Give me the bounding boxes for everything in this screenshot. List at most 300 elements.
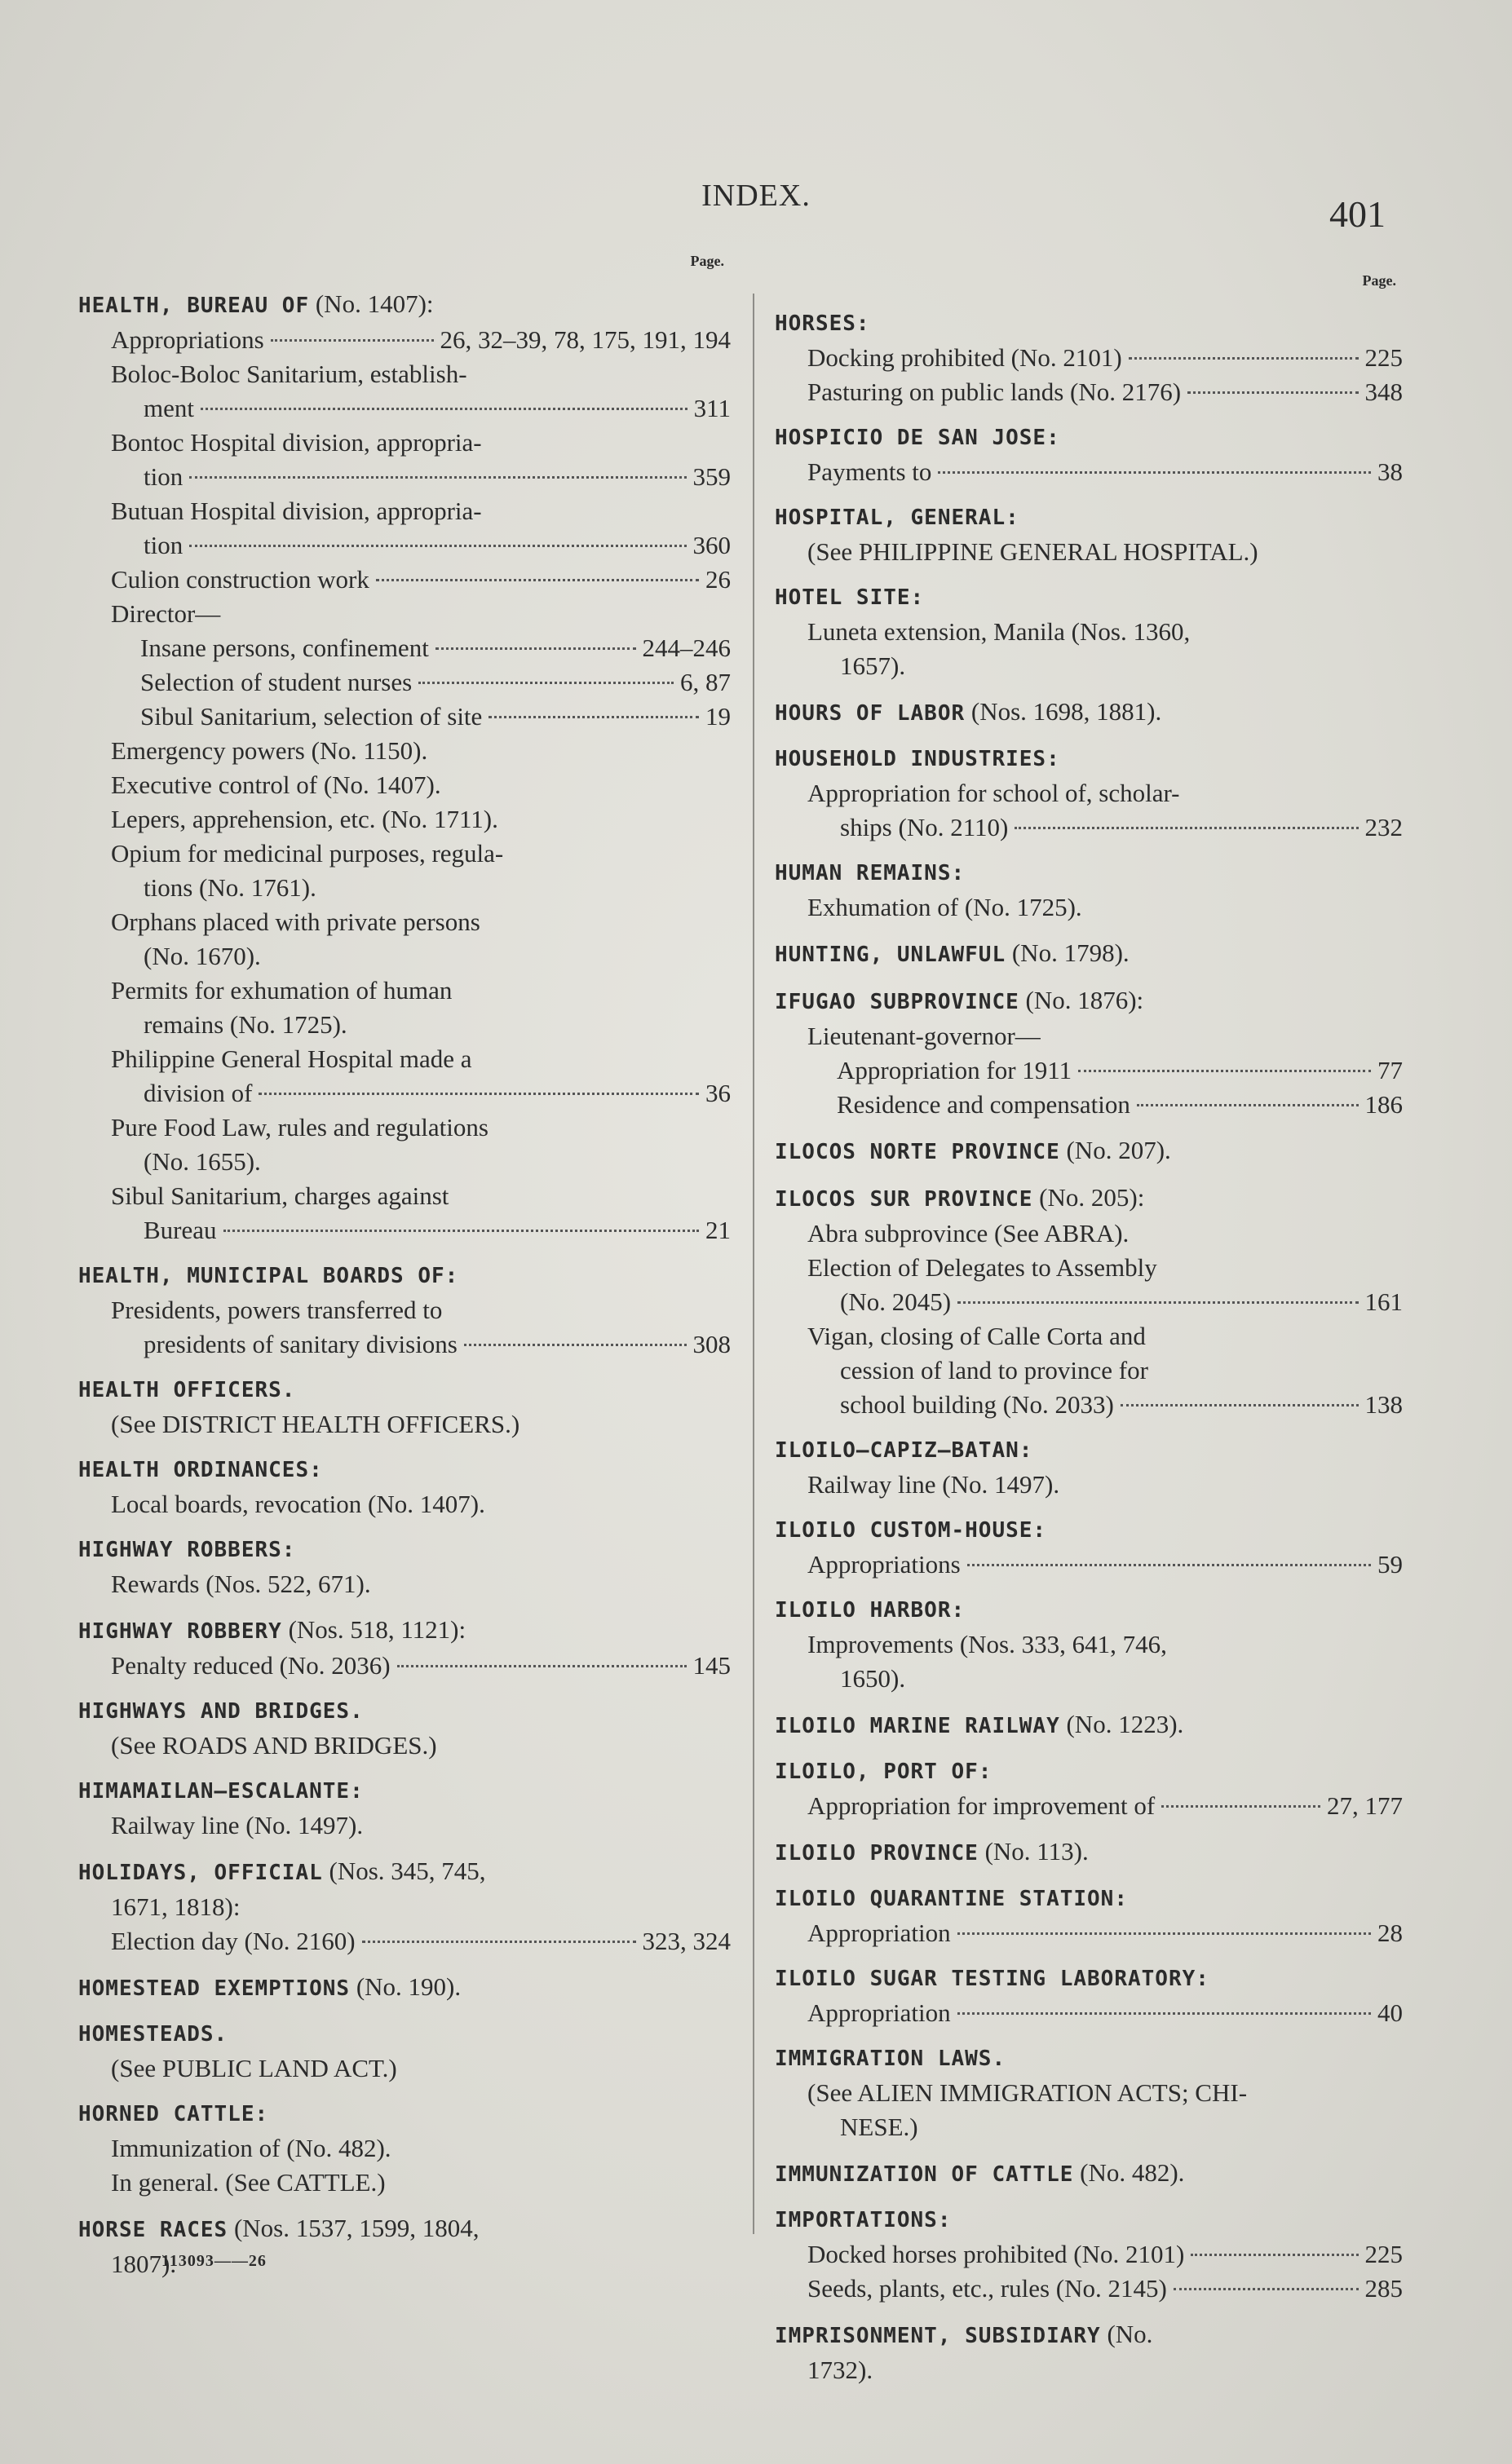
subline-text: Presidents, powers transferred to	[111, 1296, 443, 1324]
page-reference: 19	[705, 702, 731, 731]
entry-subline	[78, 665, 731, 700]
subline-text: 1732).	[807, 2356, 873, 2384]
entry-heading	[78, 1694, 731, 1729]
index-entry	[78, 2017, 731, 2086]
index-entry	[775, 936, 1403, 972]
entry-heading-text: HIMAMAILAN–ESCALANTE:	[78, 1779, 364, 1804]
entry-subline	[78, 391, 731, 426]
page-reference: 138	[1364, 1390, 1403, 1419]
entry-heading-text: IFUGAO SUBPROVINCE	[775, 990, 1019, 1014]
index-entry	[78, 1373, 731, 1442]
index-entry	[775, 2317, 1403, 2387]
leader-dots	[259, 1093, 699, 1095]
entry-heading-text: IMPORTATIONS:	[775, 2208, 952, 2232]
entry-heading-text: ILOILO SUGAR TESTING LABORATORY:	[775, 1967, 1209, 1991]
entry-subline	[78, 1213, 731, 1247]
entry-heading	[775, 1181, 1403, 1217]
entry-heading	[78, 1970, 731, 2006]
page-reference: 323, 324	[642, 1927, 731, 1955]
entry-subline	[78, 1487, 731, 1521]
subline-text: tion	[144, 531, 183, 559]
subline-text: cession of land to province for	[840, 1356, 1148, 1384]
subline-text: 1650).	[840, 1664, 906, 1693]
leader-dots	[957, 1932, 1371, 1935]
entry-heading	[775, 501, 1403, 535]
entry-heading-text: HOMESTEAD EXEMPTIONS	[78, 1976, 351, 2001]
index-entry	[775, 1882, 1403, 1950]
subline-text: Improvements (Nos. 333, 641, 746,	[807, 1630, 1167, 1658]
leader-dots	[1137, 1104, 1359, 1106]
subline-text: Payments to	[807, 457, 932, 486]
subline-text: division of	[144, 1079, 253, 1107]
entry-subline	[78, 494, 731, 528]
subline-text: (See ROADS AND BRIDGES.)	[111, 1731, 437, 1760]
subline-text: Vigan, closing of Calle Corta and	[807, 1322, 1146, 1350]
entry-subline	[78, 528, 731, 563]
page-reference: 6, 87	[680, 668, 731, 696]
entry-subline	[78, 1808, 731, 1843]
subline-text: Emergency powers (No. 1150).	[111, 736, 428, 765]
entry-heading-text: ILOCOS NORTE PROVINCE	[775, 1140, 1060, 1164]
entry-subline	[78, 802, 731, 837]
entry-subline	[78, 1008, 731, 1042]
subline-text: Culion construction work	[111, 565, 369, 594]
subline-text: Election of Delegates to Assembly	[807, 1253, 1157, 1282]
entry-subline	[775, 1319, 1403, 1353]
index-entry	[775, 501, 1403, 569]
entry-heading-text: ILOILO QUARANTINE STATION:	[775, 1887, 1128, 1911]
index-entry	[775, 2203, 1403, 2306]
entry-heading-text: ILOCOS SUR PROVINCE	[775, 1187, 1033, 1212]
index-entry	[775, 1755, 1403, 1823]
index-entry	[78, 1533, 731, 1601]
entry-subline	[78, 939, 731, 974]
index-entry	[775, 2042, 1403, 2144]
subline-text: Director—	[111, 599, 221, 628]
entry-heading-text: HIGHWAYS AND BRIDGES.	[78, 1699, 364, 1724]
subline-text: Butuan Hospital division, appropria-	[111, 497, 482, 525]
entry-heading-reference: (Nos. 1537, 1599, 1804,	[228, 2214, 480, 2242]
entry-subline	[775, 1627, 1403, 1662]
subline-text: Docking prohibited (No. 2101)	[807, 343, 1122, 372]
entry-heading-text: ILOILO–CAPIZ–BATAN:	[775, 1438, 1033, 1463]
entry-heading-text: HOMESTEADS.	[78, 2022, 228, 2047]
subline-text: Boloc-Boloc Sanitarium, establish-	[111, 360, 467, 388]
entry-heading	[78, 2017, 731, 2051]
subline-text: Exhumation of (No. 1725).	[807, 893, 1082, 921]
entry-heading-text: HEALTH, MUNICIPAL BOARDS OF:	[78, 1264, 459, 1288]
leader-dots	[418, 682, 674, 684]
subline-text: ment	[144, 394, 194, 422]
subline-text: (See PHILIPPINE GENERAL HOSPITAL.)	[807, 537, 1258, 566]
leader-dots	[397, 1665, 687, 1667]
leader-dots	[1174, 2288, 1359, 2290]
page-reference: 27, 177	[1327, 1791, 1403, 1820]
page-column-label: Page.	[690, 253, 724, 269]
entry-heading-reference: (No. 113).	[978, 1837, 1089, 1866]
subline-text: 1807).	[111, 2250, 177, 2278]
leader-dots	[957, 1301, 1358, 1304]
entry-subline	[78, 734, 731, 768]
entry-heading-text: HUMAN REMAINS:	[775, 861, 966, 885]
entry-heading	[775, 936, 1403, 972]
entry-heading	[775, 1835, 1403, 1870]
subline-text: Executive control of (No. 1407).	[111, 771, 441, 799]
subline-text: Insane persons, confinement	[140, 634, 429, 662]
subline-text: Appropriations	[807, 1550, 961, 1579]
entry-heading	[78, 1774, 731, 1808]
entry-subline	[78, 357, 731, 391]
index-entry	[775, 1133, 1403, 1169]
entry-heading	[78, 1533, 731, 1567]
entry-heading	[775, 2156, 1403, 2192]
entry-subline	[775, 1251, 1403, 1285]
entry-heading-text: HOLIDAYS, OFFICIAL	[78, 1861, 323, 1885]
subline-text: In general. (See CATTLE.)	[111, 2168, 386, 2197]
leader-dots	[464, 1344, 687, 1346]
entry-heading-reference: (Nos. 518, 1121):	[281, 1615, 466, 1644]
entry-heading	[775, 421, 1403, 455]
entry-subline	[78, 2131, 731, 2166]
entry-heading	[78, 1259, 731, 1293]
subline-text: school building (No. 2033)	[840, 1390, 1114, 1419]
page-reference: 186	[1364, 1090, 1403, 1119]
entry-subline	[775, 1088, 1403, 1122]
entry-subline	[78, 597, 731, 631]
page-reference: 26	[705, 565, 731, 594]
entry-heading	[775, 1513, 1403, 1548]
subline-text: Docked horses prohibited (No. 2101)	[807, 2240, 1185, 2268]
index-entry	[78, 1259, 731, 1362]
page-reference: 36	[705, 1079, 731, 1107]
entry-subline	[775, 2353, 1403, 2387]
page-reference: 232	[1364, 813, 1403, 841]
entry-subline	[78, 1179, 731, 1213]
page-reference: 21	[705, 1216, 731, 1244]
entry-subline	[775, 1662, 1403, 1696]
page-reference: 38	[1377, 457, 1403, 486]
entry-heading-text: HORSES:	[775, 311, 870, 336]
entry-heading-text: HORSE RACES	[78, 2218, 228, 2242]
subline-text: (No. 1655).	[144, 1147, 261, 1176]
index-entry	[775, 856, 1403, 925]
entry-heading	[775, 1962, 1403, 1996]
leader-dots	[362, 1941, 636, 1943]
leader-dots	[271, 339, 434, 342]
leader-dots	[223, 1230, 699, 1232]
entry-heading	[775, 2317, 1403, 2353]
page-reference: 311	[693, 394, 731, 422]
subline-text: Luneta extension, Manila (Nos. 1360,	[807, 617, 1191, 646]
entry-heading-text: HORNED CATTLE:	[78, 2102, 269, 2126]
index-entry	[775, 421, 1403, 489]
entry-heading	[775, 581, 1403, 615]
entry-subline	[775, 615, 1403, 649]
entry-subline	[78, 631, 731, 665]
entry-subline	[78, 837, 731, 871]
entry-subline	[775, 535, 1403, 569]
subline-text: Local boards, revocation (No. 1407).	[111, 1490, 485, 1518]
entry-subline	[775, 2076, 1403, 2110]
entry-subline	[775, 1019, 1403, 1053]
subline-text: Abra subprovince (See ABRA).	[807, 1219, 1130, 1247]
entry-subline	[775, 455, 1403, 489]
entry-subline	[78, 1890, 731, 1924]
entry-heading	[78, 1373, 731, 1407]
index-entry	[775, 695, 1403, 731]
index-entry	[775, 1962, 1403, 2030]
entry-heading	[775, 742, 1403, 776]
entry-subline	[775, 1548, 1403, 1582]
index-entry	[775, 1513, 1403, 1582]
index-entry	[775, 307, 1403, 409]
subline-text: 1657).	[840, 651, 906, 680]
right-column	[775, 253, 1403, 2387]
entry-subline	[78, 1111, 731, 1145]
subline-text: 1671, 1818):	[111, 1892, 241, 1921]
page-reference: 28	[1377, 1919, 1403, 1947]
entry-subline	[775, 649, 1403, 683]
entry-heading	[775, 307, 1403, 341]
leader-dots	[938, 471, 1371, 474]
leader-dots	[1191, 2254, 1358, 2256]
leader-dots	[1078, 1070, 1371, 1072]
subline-text: Appropriation for improvement of	[807, 1791, 1156, 1820]
entry-subline	[775, 1388, 1403, 1422]
page-reference: 145	[692, 1651, 731, 1680]
entry-heading-text: IMMIGRATION LAWS.	[775, 2047, 1006, 2071]
entry-subline	[78, 2166, 731, 2200]
subline-text: Bontoc Hospital division, appropria-	[111, 428, 482, 457]
entry-heading-reference: (No. 1876):	[1019, 986, 1144, 1014]
entry-subline	[78, 1293, 731, 1327]
entry-heading-reference: (No. 1223).	[1059, 1710, 1184, 1738]
index-entry	[78, 1854, 731, 1958]
entry-heading	[78, 1854, 731, 1890]
subline-text: (No. 2045)	[840, 1287, 952, 1316]
subline-text: Pure Food Law, rules and regulations	[111, 1113, 489, 1141]
entry-heading	[775, 856, 1403, 890]
entry-heading	[78, 1613, 731, 1649]
entry-heading	[775, 983, 1403, 1019]
subline-text: remains (No. 1725).	[144, 1010, 347, 1039]
subline-text: Permits for exhumation of human	[111, 976, 453, 1005]
entry-subline	[775, 890, 1403, 925]
entry-subline	[775, 1353, 1403, 1388]
subline-text: Selection of student nurses	[140, 668, 413, 696]
entry-heading-text: HOSPICIO DE SAN JOSE:	[775, 426, 1060, 450]
entry-subline	[78, 1076, 731, 1111]
entry-heading-reference: (No. 190).	[350, 1972, 462, 2001]
subline-text: Railway line (No. 1497).	[111, 1811, 364, 1839]
entry-heading-text: ILOILO PROVINCE	[775, 1841, 979, 1866]
index-entry	[775, 1835, 1403, 1870]
entry-heading	[78, 2211, 731, 2247]
subline-text: Opium for medicinal purposes, regula-	[111, 839, 504, 868]
entry-subline	[775, 776, 1403, 810]
subline-text: presidents of sanitary divisions	[144, 1330, 458, 1358]
page-reference: 244–246	[642, 634, 731, 662]
index-entry	[78, 1453, 731, 1521]
entry-heading	[775, 1707, 1403, 1743]
page-reference: 360	[692, 531, 731, 559]
subline-text: Appropriation	[807, 1998, 951, 2027]
entry-heading-text: HEALTH ORDINANCES:	[78, 1458, 323, 1482]
entry-heading-reference: (No. 482).	[1073, 2158, 1185, 2187]
left-column	[78, 253, 731, 2281]
subline-text: Sibul Sanitarium, selection of site	[140, 702, 483, 731]
entry-heading-text: ILOILO HARBOR:	[775, 1598, 966, 1623]
entry-subline	[775, 810, 1403, 845]
entry-heading-text: ILOILO CUSTOM-HOUSE:	[775, 1518, 1047, 1543]
page-reference: 77	[1377, 1056, 1403, 1084]
entry-subline	[78, 460, 731, 494]
subline-text: (See PUBLIC LAND ACT.)	[111, 2054, 397, 2082]
leader-dots	[201, 408, 687, 410]
entry-heading-text: IMMUNIZATION OF CATTLE	[775, 2162, 1074, 2187]
subline-text: Appropriation	[807, 1919, 951, 1947]
entry-subline	[775, 375, 1403, 409]
entry-subline	[775, 1916, 1403, 1950]
subline-text: Election day (No. 2160)	[111, 1927, 356, 1955]
entry-heading	[78, 2097, 731, 2131]
entry-subline	[775, 1285, 1403, 1319]
entry-heading-text: HUNTING, UNLAWFUL	[775, 943, 1006, 967]
page-column-label: Page.	[1362, 272, 1396, 289]
entry-heading-reference: (No. 205):	[1032, 1183, 1145, 1212]
subline-text: Penalty reduced (No. 2036)	[111, 1651, 391, 1680]
entry-heading-text: HEALTH OFFICERS.	[78, 1378, 296, 1402]
subline-text: Bureau	[144, 1216, 217, 1244]
subline-text: Pasturing on public lands (No. 2176)	[807, 378, 1182, 406]
page-reference: 161	[1364, 1287, 1403, 1316]
entry-subline	[78, 1729, 731, 1763]
leader-dots	[1015, 827, 1358, 829]
entry-heading	[78, 1453, 731, 1487]
entry-heading	[775, 1433, 1403, 1468]
entry-heading-text: HOSPITAL, GENERAL:	[775, 506, 1019, 530]
entry-subline	[78, 563, 731, 597]
entry-heading	[775, 1755, 1403, 1789]
index-entry	[775, 742, 1403, 845]
subline-text: Residence and compensation	[837, 1090, 1130, 1119]
subline-text: Seeds, plants, etc., rules (No. 2145)	[807, 2274, 1167, 2303]
page-reference: 225	[1364, 2240, 1403, 2268]
entry-heading-reference: (Nos. 1698, 1881).	[965, 697, 1162, 726]
entry-heading-text: HEALTH, BUREAU OF	[78, 294, 310, 318]
entry-subline	[78, 905, 731, 939]
leader-dots	[189, 476, 686, 479]
subline-text: NESE.)	[840, 2113, 918, 2141]
index-entry	[78, 2211, 731, 2281]
entry-heading	[775, 695, 1403, 731]
entry-subline	[78, 1327, 731, 1362]
index-entry	[78, 1774, 731, 1843]
entry-heading	[775, 1882, 1403, 1916]
subline-text: tion	[144, 462, 183, 491]
index-entry	[775, 1181, 1403, 1422]
page-reference: 359	[692, 462, 731, 491]
leader-dots	[1129, 357, 1359, 360]
leader-dots	[1121, 1404, 1359, 1406]
entry-subline	[78, 974, 731, 1008]
entry-heading-reference: (No. 207).	[1059, 1136, 1171, 1164]
index-entry	[775, 2156, 1403, 2192]
subline-text: Appropriations	[111, 325, 264, 354]
entry-subline	[78, 871, 731, 905]
entry-subline	[78, 700, 731, 734]
column-divider	[753, 294, 754, 2234]
page-reference: 40	[1377, 1998, 1403, 2027]
entry-heading	[775, 2042, 1403, 2076]
index-entry	[775, 1593, 1403, 1696]
leader-dots	[435, 647, 636, 650]
entry-subline	[775, 341, 1403, 375]
page-reference: 26, 32–39, 78, 175, 191, 194	[440, 325, 731, 354]
subline-text: Philippine General Hospital made a	[111, 1044, 472, 1073]
entry-subline	[775, 1468, 1403, 1502]
page-reference: 348	[1364, 378, 1403, 406]
entry-heading	[775, 2203, 1403, 2237]
subline-text: Lieutenant-governor—	[807, 1022, 1041, 1050]
subline-text: Sibul Sanitarium, charges against	[111, 1181, 449, 1210]
page-reference: 285	[1364, 2274, 1403, 2303]
entry-subline	[775, 2272, 1403, 2306]
index-entry	[78, 1613, 731, 1683]
index-entry	[78, 1694, 731, 1763]
entry-subline	[78, 1042, 731, 1076]
entry-heading-reference: (No. 1407):	[309, 289, 434, 318]
entry-subline	[78, 2051, 731, 2086]
printer-code: 113093——26	[161, 2252, 267, 2270]
entry-subline	[775, 1053, 1403, 1088]
leader-dots	[376, 579, 699, 581]
entry-heading-text: HIGHWAY ROBBERY	[78, 1619, 282, 1644]
entry-subline	[775, 1217, 1403, 1251]
entry-subline	[78, 1407, 731, 1442]
entry-heading-text: HOURS OF LABOR	[775, 701, 966, 726]
entry-heading-text: HOTEL SITE:	[775, 585, 925, 610]
entry-subline	[78, 1649, 731, 1683]
subline-text: Orphans placed with private persons	[111, 907, 480, 936]
index-entry	[775, 1707, 1403, 1743]
entry-heading-reference: (No. 1798).	[1006, 938, 1130, 967]
subline-text: (No. 1670).	[144, 942, 261, 970]
index-entry	[775, 581, 1403, 683]
entry-heading	[78, 287, 731, 323]
index-entry	[78, 1970, 731, 2006]
entry-heading-reference: (No.	[1100, 2320, 1153, 2348]
entry-subline	[775, 2110, 1403, 2144]
leader-dots	[189, 545, 686, 547]
entry-subline	[78, 1145, 731, 1179]
subline-text: Immunization of (No. 482).	[111, 2134, 391, 2162]
page-reference: 59	[1377, 1550, 1403, 1579]
subline-text: Lepers, apprehension, etc. (No. 1711).	[111, 805, 498, 833]
subline-text: Appropriation for 1911	[837, 1056, 1072, 1084]
subline-text: tions (No. 1761).	[144, 873, 316, 902]
entry-heading	[775, 1133, 1403, 1169]
entry-subline	[78, 426, 731, 460]
subline-text: ships (No. 2110)	[840, 813, 1009, 841]
page-reference: 225	[1364, 343, 1403, 372]
index-entry	[78, 2097, 731, 2200]
entry-subline	[775, 1996, 1403, 2030]
page-reference: 308	[692, 1330, 731, 1358]
entry-subline	[775, 1789, 1403, 1823]
leader-dots	[1161, 1805, 1320, 1808]
index-entry	[78, 287, 731, 1247]
